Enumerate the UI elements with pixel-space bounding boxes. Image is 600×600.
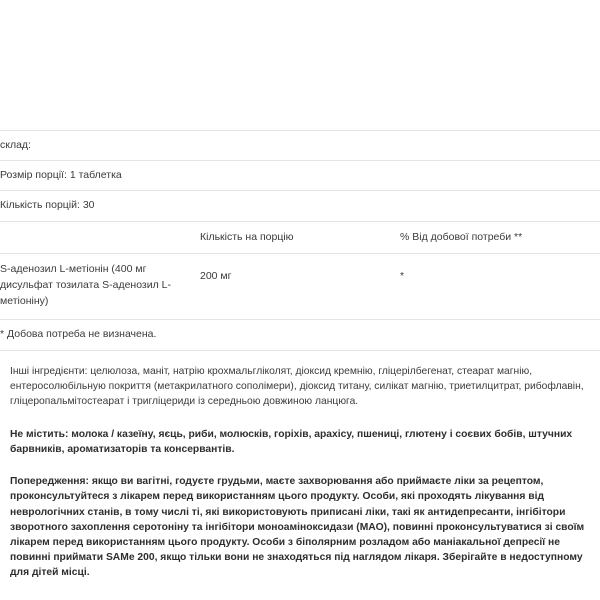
top-spacer [0,0,600,130]
free-from-paragraph: Не містить: молока / казеїну, яєць, риби, молюсків, горіхів, арахісу, пшениці, глютену і соєвих бобів, штучних барвників, ароматизаторів та консервантів. [10,428,573,455]
table-row [0,191,600,221]
information-paragraphs [0,364,600,581]
ingredient-daily-value: * [400,254,600,319]
table-header-row [0,221,600,254]
table-row [0,131,600,161]
row-label-servings-per-container: Кількість порцій: 30 [0,191,600,221]
table-bottom-rule [0,350,600,351]
other-ingredients-paragraph: Інші інгредієнти: целюлоза, маніт, натрію крохмальгліколят, діоксид кремнію, гліцерілбегенат, стеарат магнію, ентеросолюбільную покриття (метакрилатного сополімери), діоксид титану, силікат магнію, триетилцитрат, рибофлавін, гліцеропальмітостеарат і тригліцериди із середньою довжиною ланцюга. [10,365,584,408]
daily-value-footnote: * Добова потреба не визначена. [0,319,600,350]
column-header-amount-per-serving: Кількість на порцію [200,221,400,254]
table-row [0,161,600,191]
table-footnote-row [0,319,600,350]
row-label-composition: склад: [0,131,600,161]
warning-paragraph: Попередження: якщо ви вагітні, годуєте грудьми, маєте захворювання або приймаєте ліки за рецептом, проконсультуйтеся з лікарем перед використанням цього продукту. Особи, які проходять лікування від неврологічних станів, в тому числі ті, які використовують приписані ліки, такі як антидепресанти, інгібітори зворотного захоплення серотоніну та інгібітори моноаміноксидази (МАО), повинні проконсультуватися зі своїм лікарем перед використанням цього продукту. Особи з біполярним розладом або маніакальної депресії не повинні приймати SAMe 200, якщо тільки вони не знаходяться під наглядом лікаря. Зберігайте в недоступному для дітей місці. [10,476,585,579]
ingredient-name: S-аденозил L-метіонін (400 мг дисульфат тозилата S-аденозил L-метіоніну) [0,254,200,319]
table-row [0,254,600,319]
column-header-daily-value: % Від добової потреби ** [400,221,600,254]
column-header-name [0,221,200,254]
row-label-serving-size: Розмір порції: 1 таблетка [0,161,600,191]
supplement-facts-table [0,130,600,350]
ingredient-amount: 200 мг [200,254,400,319]
